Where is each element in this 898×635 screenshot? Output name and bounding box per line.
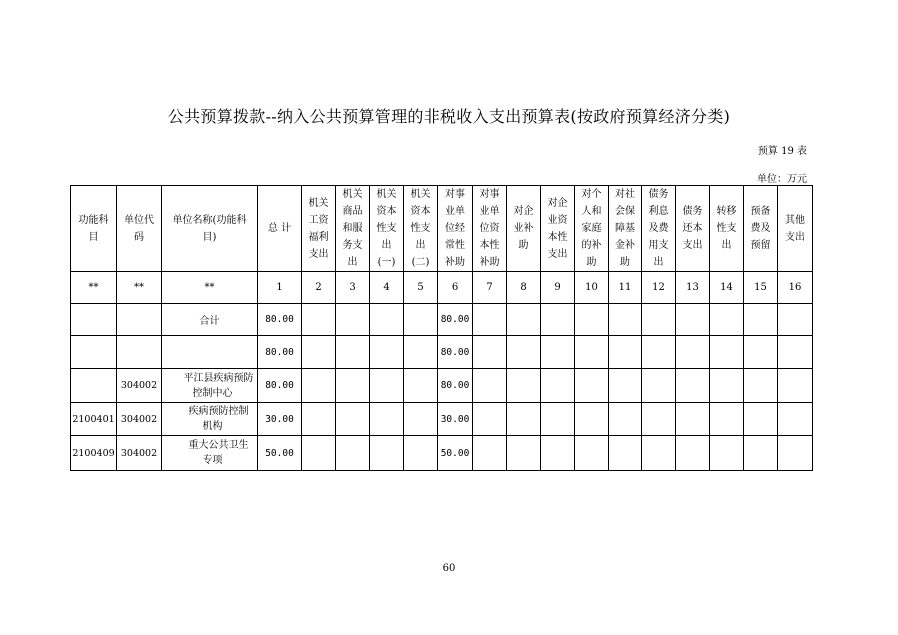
- empty-cell: [676, 369, 710, 403]
- empty-cell: [507, 403, 541, 436]
- empty-cell: [473, 304, 507, 336]
- index-cell: 10: [575, 272, 609, 304]
- empty-cell: [404, 336, 438, 369]
- empty-cell: [541, 403, 575, 436]
- unit-name-cell: [162, 403, 258, 436]
- empty-cell: [778, 369, 813, 403]
- header-cell: 预备 费及 预留: [744, 186, 778, 272]
- empty-cell: [676, 436, 710, 471]
- empty-cell: [676, 304, 710, 336]
- index-cell: 16: [778, 272, 813, 304]
- subsidy-cell: 80.00: [438, 304, 473, 336]
- unit-label: 单位：万元: [757, 174, 807, 185]
- table-row: [71, 304, 813, 336]
- header-row: [71, 186, 813, 272]
- header-cell: 债务 还本 支出: [676, 186, 710, 272]
- empty-cell: [404, 304, 438, 336]
- empty-cell: [404, 436, 438, 471]
- header-cell: 对事 业单 位经 常性 补助: [438, 186, 473, 272]
- total-cell: 80.00: [258, 304, 302, 336]
- empty-cell: [778, 304, 813, 336]
- empty-cell: [710, 336, 744, 369]
- empty-cell: [676, 336, 710, 369]
- empty-cell: [575, 369, 609, 403]
- empty-cell: [609, 403, 642, 436]
- index-cell: **: [162, 272, 258, 304]
- index-cell: 15: [744, 272, 778, 304]
- empty-cell: [642, 403, 676, 436]
- unit-code-cell: 304002: [117, 436, 162, 471]
- empty-cell: [710, 304, 744, 336]
- unit-name-cell: [162, 369, 258, 403]
- index-cell: 11: [609, 272, 642, 304]
- empty-cell: [302, 369, 336, 403]
- column-index-row: [71, 272, 813, 304]
- unit-code-cell: 304002: [117, 369, 162, 403]
- header-cell: 总 计: [258, 186, 302, 272]
- empty-cell: [507, 336, 541, 369]
- empty-cell: [302, 403, 336, 436]
- header-cell: 机关 商品 和服 务支 出: [336, 186, 370, 272]
- table-row: [71, 436, 813, 471]
- empty-cell: [609, 369, 642, 403]
- subsidy-cell: 30.00: [438, 403, 473, 436]
- empty-cell: [642, 369, 676, 403]
- header-cell: 其他 支出: [778, 186, 813, 272]
- empty-cell: [541, 304, 575, 336]
- header-cell: 单位名称(功能科 目): [162, 186, 258, 272]
- header-cell: 功能科 目: [71, 186, 117, 272]
- total-cell: 30.00: [258, 403, 302, 436]
- budget-table: [70, 185, 813, 471]
- empty-cell: [541, 436, 575, 471]
- header-cell: 对事 业单 位资 本性 补助: [473, 186, 507, 272]
- header-cell: 对企 业资 本性 支出: [541, 186, 575, 272]
- unit-code-cell: [117, 336, 162, 369]
- empty-cell: [370, 436, 404, 471]
- empty-cell: [642, 436, 676, 471]
- subsidy-cell: 50.00: [438, 436, 473, 471]
- empty-cell: [302, 304, 336, 336]
- empty-cell: [336, 336, 370, 369]
- empty-cell: [778, 336, 813, 369]
- header-cell: 机关 资本 性支 出 (二): [404, 186, 438, 272]
- empty-cell: [370, 369, 404, 403]
- table-row: [71, 336, 813, 369]
- unit-name-cell: [162, 436, 258, 471]
- empty-cell: [676, 403, 710, 436]
- total-cell: 80.00: [258, 336, 302, 369]
- index-cell: 1: [258, 272, 302, 304]
- index-cell: 7: [473, 272, 507, 304]
- unit-name-line: 疾病预防控制: [188, 406, 249, 417]
- empty-cell: [370, 403, 404, 436]
- index-cell: 12: [642, 272, 676, 304]
- empty-cell: [609, 336, 642, 369]
- unit-name-line: 机构: [202, 421, 223, 432]
- empty-cell: [541, 369, 575, 403]
- total-cell: 80.00: [258, 369, 302, 403]
- func-code-cell: 2100401: [71, 403, 117, 436]
- empty-cell: [336, 403, 370, 436]
- index-cell: **: [117, 272, 162, 304]
- empty-cell: [507, 304, 541, 336]
- page-title: 公共预算拨款--纳入公共预算管理的非税收入支出预算表(按政府预算经济分类): [167, 107, 731, 126]
- empty-cell: [710, 403, 744, 436]
- empty-cell: [778, 403, 813, 436]
- index-cell: 3: [336, 272, 370, 304]
- header-cell: 债务 利息 及费 用支 出: [642, 186, 676, 272]
- empty-cell: [507, 369, 541, 403]
- func-code-cell: [71, 336, 117, 369]
- func-code-cell: 2100409: [71, 436, 117, 471]
- header-cell: 单位代 码: [117, 186, 162, 272]
- index-cell: 9: [541, 272, 575, 304]
- empty-cell: [336, 436, 370, 471]
- unit-name-line: 平江县疾病预防: [183, 372, 254, 384]
- empty-cell: [473, 336, 507, 369]
- empty-cell: [744, 304, 778, 336]
- subsidy-cell: 80.00: [438, 336, 473, 369]
- header-cell: 转移 性支 出: [710, 186, 744, 272]
- index-cell: 8: [507, 272, 541, 304]
- empty-cell: [404, 369, 438, 403]
- empty-cell: [575, 336, 609, 369]
- index-cell: 6: [438, 272, 473, 304]
- table-row: [71, 369, 813, 403]
- index-cell: **: [71, 272, 117, 304]
- empty-cell: [302, 336, 336, 369]
- empty-cell: [609, 304, 642, 336]
- empty-cell: [473, 436, 507, 471]
- empty-cell: [642, 304, 676, 336]
- page-number: 60: [442, 563, 456, 574]
- empty-cell: [710, 436, 744, 471]
- empty-cell: [473, 403, 507, 436]
- empty-cell: [744, 436, 778, 471]
- empty-cell: [473, 369, 507, 403]
- empty-cell: [370, 304, 404, 336]
- unit-name-cell: [162, 336, 258, 369]
- empty-cell: [609, 436, 642, 471]
- unit-name-line: 控制中心: [192, 387, 233, 399]
- empty-cell: [575, 436, 609, 471]
- empty-cell: [744, 336, 778, 369]
- header-cell: 机关 资本 性支 出 (一): [370, 186, 404, 272]
- header-cell: 对企 业补 助: [507, 186, 541, 272]
- table-row: [71, 403, 813, 436]
- header-cell: 对社 会保 障基 金补 助: [609, 186, 642, 272]
- unit-name-line: 专项: [202, 455, 223, 466]
- empty-cell: [710, 369, 744, 403]
- unit-name-cell: 合计: [162, 304, 258, 336]
- empty-cell: [575, 403, 609, 436]
- index-cell: 5: [404, 272, 438, 304]
- empty-cell: [541, 336, 575, 369]
- empty-cell: [744, 369, 778, 403]
- empty-cell: [404, 403, 438, 436]
- func-code-cell: [71, 304, 117, 336]
- table-number: 预算 19 表: [757, 146, 807, 157]
- unit-code-cell: [117, 304, 162, 336]
- subsidy-cell: 80.00: [438, 369, 473, 403]
- func-code-cell: [71, 369, 117, 403]
- unit-code-cell: 304002: [117, 403, 162, 436]
- unit-name-line: 重大公共卫生: [188, 440, 249, 451]
- empty-cell: [744, 403, 778, 436]
- empty-cell: [575, 304, 609, 336]
- empty-cell: [778, 436, 813, 471]
- index-cell: 2: [302, 272, 336, 304]
- index-cell: 13: [676, 272, 710, 304]
- empty-cell: [507, 436, 541, 471]
- header-cell: 机关 工资 福利 支出: [302, 186, 336, 272]
- index-cell: 14: [710, 272, 744, 304]
- empty-cell: [642, 336, 676, 369]
- empty-cell: [336, 304, 370, 336]
- index-cell: 4: [370, 272, 404, 304]
- empty-cell: [302, 436, 336, 471]
- empty-cell: [336, 369, 370, 403]
- header-cell: 对个 人和 家庭 的补 助: [575, 186, 609, 272]
- total-cell: 50.00: [258, 436, 302, 471]
- empty-cell: [370, 336, 404, 369]
